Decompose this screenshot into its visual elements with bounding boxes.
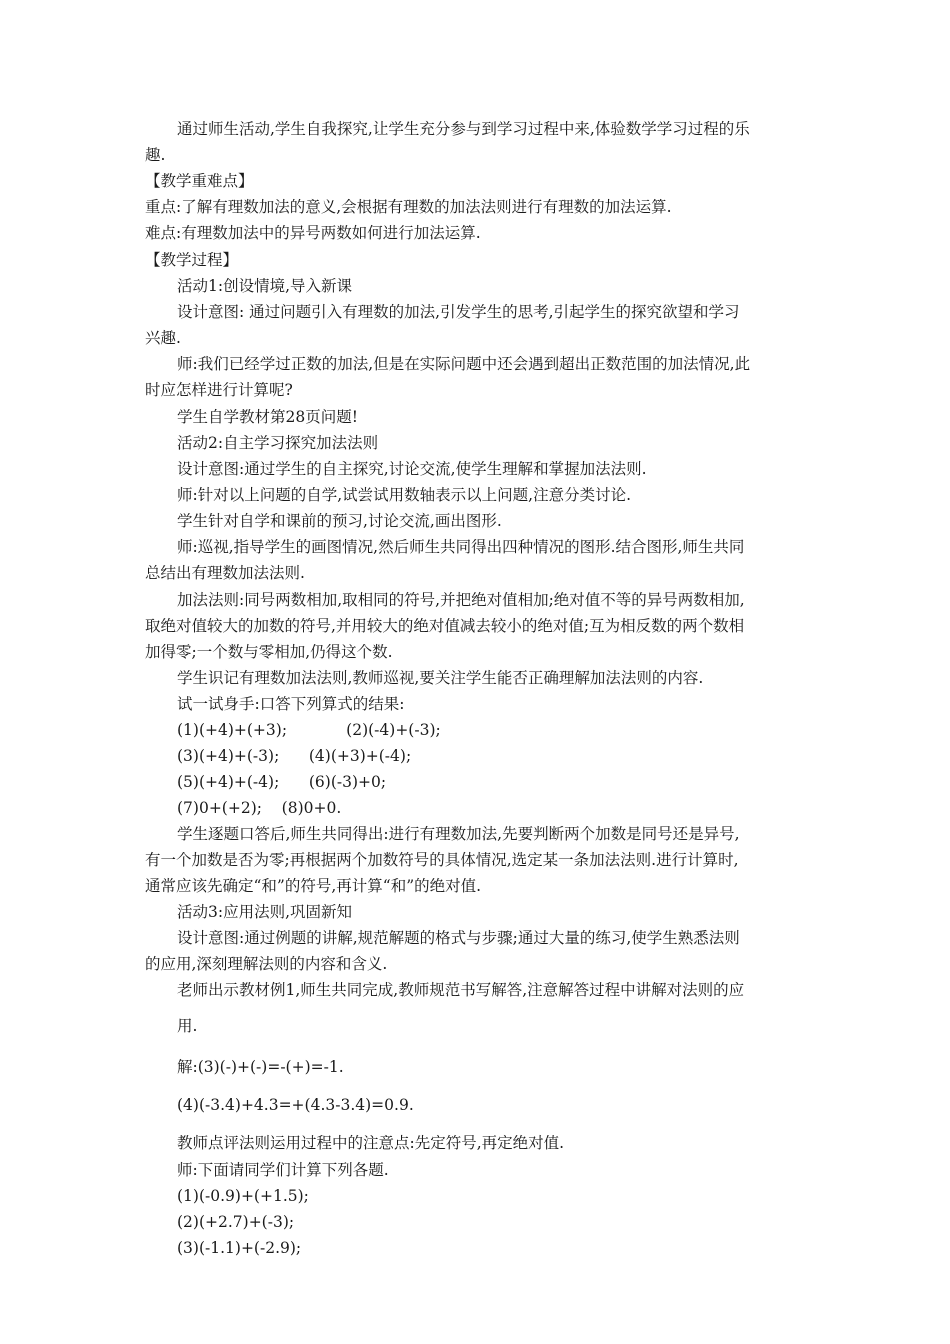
- paragraph-line: 重点:了解有理数加法的意义,会根据有理数的加法法则进行有理数的加法运算.: [145, 198, 672, 216]
- paragraph-line: 总结出有理数加法法则.: [145, 564, 305, 582]
- paragraph-line: 学生针对自学和课前的预习,讨论交流,画出图形.: [177, 512, 502, 530]
- paragraph-line: 学生自学教材第28页问题!: [177, 408, 358, 426]
- exercise-line: (5)(+4)+(-4); (6)(-3)+0;: [177, 773, 387, 791]
- paragraph-line: 学生识记有理数加法法则,教师巡视,要关注学生能否正确理解加法法则的内容.: [177, 669, 704, 687]
- paragraph-line: 师:下面请同学们计算下列各题.: [177, 1161, 389, 1179]
- paragraph-line: 师:巡视,指导学生的画图情况,然后师生共同得出四种情况的图形.结合图形,师生共同: [177, 538, 745, 556]
- exercise-line: (1)(+4)+(+3); (2)(-4)+(-3);: [177, 721, 441, 739]
- paragraph-line: 试一试身手:口答下列算式的结果:: [177, 695, 405, 713]
- exercise-line: (3)(+4)+(-3); (4)(+3)+(-4);: [177, 747, 412, 765]
- paragraph-line: 取绝对值较大的加数的符号,并用较大的绝对值减去较小的绝对值;互为相反数的两个数相: [145, 617, 745, 635]
- solution-line: (4)(-3.4)+4.3=+(4.3-3.4)=0.9.: [177, 1096, 414, 1114]
- exercise-line: (1)(-0.9)+(+1.5);: [177, 1187, 309, 1205]
- activity-title: 活动3:应用法则,巩固新知: [177, 903, 353, 921]
- exercise-line: (7)0+(+2); (8)0+0.: [177, 799, 342, 817]
- paragraph-line: 教师点评法则运用过程中的注意点:先定符号,再定绝对值.: [177, 1134, 565, 1152]
- section-heading: 【教学过程】: [145, 251, 239, 269]
- activity-title: 活动2:自主学习探究加法法则: [177, 434, 379, 452]
- paragraph-line: 时应怎样进行计算呢?: [145, 381, 293, 399]
- exercise-line: (3)(-1.1)+(-2.9);: [177, 1239, 302, 1257]
- paragraph-line: 难点:有理数加法中的异号两数如何进行加法运算.: [145, 224, 481, 242]
- paragraph-line: 趣.: [145, 146, 166, 164]
- paragraph-line: 有一个加数是否为零;再根据两个加数符号的具体情况,选定某一条加法法则.进行计算时,: [145, 851, 739, 869]
- section-heading: 【教学重难点】: [145, 172, 254, 190]
- paragraph-line: 兴趣.: [145, 329, 181, 347]
- paragraph-line: 学生逐题口答后,师生共同得出:进行有理数加法,先要判断两个加数是同号还是异号,: [177, 825, 740, 843]
- paragraph-line: 设计意图:通过学生的自主探究,讨论交流,使学生理解和掌握加法法则.: [177, 460, 647, 478]
- paragraph-line: 师:我们已经学过正数的加法,但是在实际问题中还会遇到超出正数范围的加法情况,此: [177, 355, 751, 373]
- solution-line: 解:(3)(-)+(-)=-(+)=-1.: [177, 1058, 344, 1076]
- activity-title: 活动1:创设情境,导入新课: [177, 277, 353, 295]
- exercise-line: (2)(+2.7)+(-3);: [177, 1213, 295, 1231]
- paragraph-line: 设计意图: 通过问题引入有理数的加法,引发学生的思考,引起学生的探究欲望和学习: [177, 303, 740, 321]
- paragraph-line: 加得零;一个数与零相加,仍得这个数.: [145, 643, 393, 661]
- paragraph-line: 用.: [177, 1017, 198, 1035]
- paragraph-line: 通常应该先确定“和”的符号,再计算“和”的绝对值.: [145, 877, 482, 895]
- paragraph-line: 设计意图:通过例题的讲解,规范解题的格式与步骤;通过大量的练习,使学生熟悉法则: [177, 929, 740, 947]
- paragraph-line: 老师出示教材例1,师生共同完成,教师规范书写解答,注意解答过程中讲解对法则的应: [177, 981, 745, 999]
- paragraph-line: 加法法则:同号两数相加,取相同的符号,并把绝对值相加;绝对值不等的异号两数相加,: [177, 591, 745, 609]
- paragraph-line: 师:针对以上问题的自学,试尝试用数轴表示以上问题,注意分类讨论.: [177, 486, 632, 504]
- paragraph-line: 的应用,深刻理解法则的内容和含义.: [145, 955, 388, 973]
- paragraph-line: 通过师生活动,学生自我探究,让学生充分参与到学习过程中来,体验数学学习过程的乐: [177, 120, 750, 138]
